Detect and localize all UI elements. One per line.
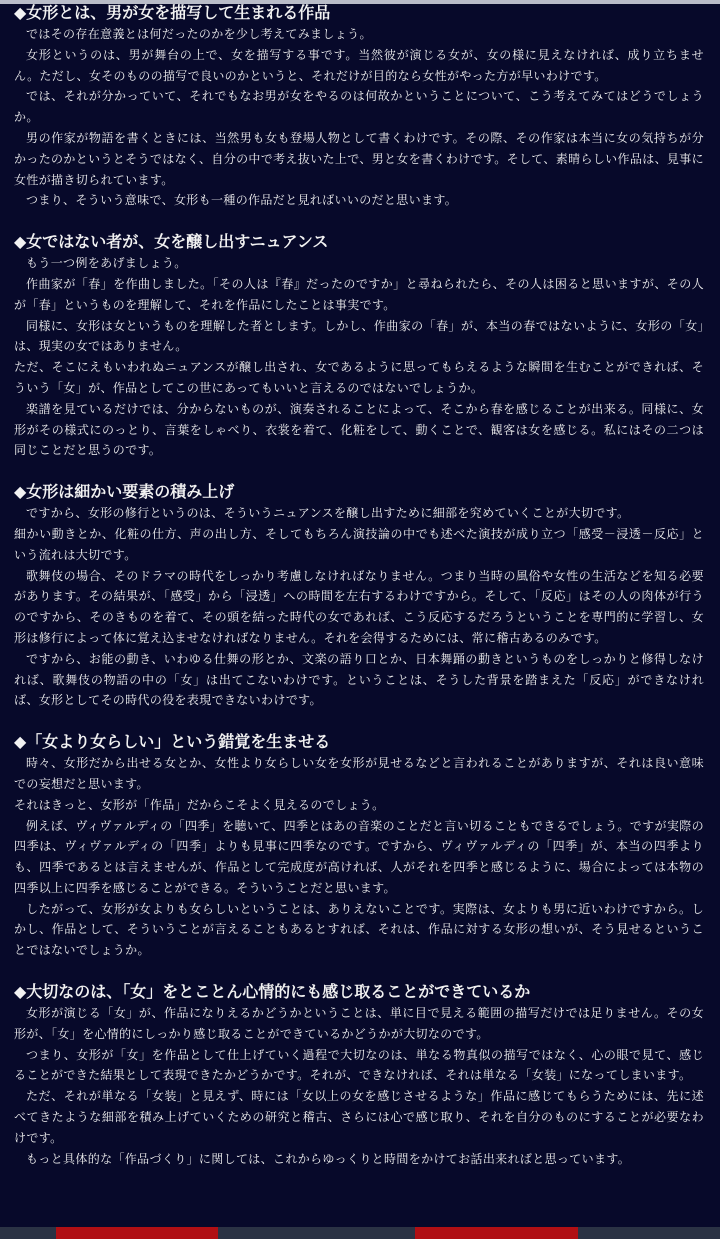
section-illusion (14, 731, 704, 961)
article-body (14, 2, 704, 1169)
paragraph: 女形が演じる「女」が、作品になりえるかどうかということは、単に目で見える範囲の描写だけでは足りません。その女形が、「女」を心情的にしっかり感じ取ることができているかどうかが大切なのです。 (14, 1006, 704, 1041)
paragraph: 同様に、女形は女というものを理解した者とします。しかし、作曲家の「春」が、本当の春ではないように、女形の「女」は、現実の女ではありません。 (14, 318, 704, 354)
section-spacer (14, 211, 704, 231)
paragraph: 時々、女形だから出せる女とか、女性より女らしい女を女形が見せるなどと言われることがありますが、それは良い意味での妄想だと思います。 (14, 756, 704, 791)
section-details (14, 481, 704, 711)
paragraph: 作曲家が「春」を作曲しました。「その人は『春』だったのですか」と尋ねられたら、その人は困ると思いますが、その人が「春」というものを理解して、それを作品にしたことは事実です。 (14, 276, 704, 312)
paragraph: もう一つ例をあげましょう。 (26, 256, 187, 271)
section-nuance (14, 231, 704, 461)
paragraph: それはきっと、女形が「作品」だからこそよく見えるのでしょう。 (14, 797, 385, 812)
paragraph: もっと具体的な「作品づくり」に関しては、これからゆっくりと時間をかけてお話出来ればと思っています。 (26, 1151, 631, 1166)
section-spacer (14, 711, 704, 731)
section-heading: ◆女形とは、男が女を描写して生まれる作品 (14, 3, 331, 22)
paragraph: 楽譜を見ているだけでは、分からないものが、演奏されることによって、そこから春を感じることが出来る。同様に、女形がその様式にのっとり、言葉をしゃべり、衣裳を着て、化粧をして、動くことで、観客は女を感じる。私にはその二つは同じことだと思うのです。 (14, 401, 704, 458)
nav-tab-segment[interactable] (415, 1227, 578, 1239)
paragraph: したがって、女形が女よりも女らしいということは、ありえないことです。実際は、女よりも男に近いわけですから。しかし、作品として、そういうことが言えることもあるとすれば、それは、作品に対する女形の想いが、そう見せるということではないでしょうか。 (14, 901, 704, 958)
paragraph: 男の作家が物語を書くときには、当然男も女も登場人物として書くわけです。その際、その作家は本当に女の気持ちが分かったのかというとそうではなく、自分の中で考え抜いた上で、男と女を書くわけです。そして、素晴らしい作品は、見事に女性が描き切られています。 (14, 130, 704, 187)
paragraph: 女形というのは、男が舞台の上で、女を描写する事です。当然彼が演じる女が、女の様に見えなければ、成り立ちません。ただし、女そのものの描写で良いのかというと、それだけが目的なら女性がやった方が早いわけです。 (14, 47, 704, 83)
nav-tab-segment[interactable] (56, 1227, 218, 1239)
paragraph: つまり、女形が「女」を作品として仕上げていく過程で大切なのは、単なる物真似の描写ではなく、心の眼で見て、感じることができた結果として表現できたかどうかです。それが、できなければ、それは単なる「女装」になってしまいます。 (14, 1047, 704, 1083)
paragraph: 例えば、ヴィヴァルディの「四季」を聴いて、四季とはあの音楽のことだと言い切ることもできるでしょう。ですが実際の四季は、ヴィヴァルディの「四季」よりも見事に四季なのです。ですから、ヴィヴァルディの「四季」が、本当の四季よりも、四季であるとは言えませんが、作品として完成度が高ければ、人がそれを四季と感じるように、場合によっては本物の四季以上に四季を感じることができる。そういうことだと思います。 (14, 818, 704, 895)
paragraph: つまり、そういう意味で、女形も一種の作品だと見ればいいのだと思います。 (26, 193, 458, 208)
paragraph: 細かい動きとか、化粧の仕方、声の出し方、そしてもちろん演技論の中でも述べた演技が成り立つ「感受－浸透－反応」という流れは大切です。 (14, 526, 704, 562)
section-heading: ◆「女より女らしい」という錯覚を生ませる (14, 732, 331, 752)
paragraph: ではその存在意義とは何だったのかを少し考えてみましょう。 (26, 27, 372, 41)
paragraph: ですから、女形の修行というのは、そういうニュアンスを醸し出すために細部を究めていくことが大切です。 (26, 506, 630, 521)
paragraph: ただ、そこにえもいわれぬニュアンスが醸し出され、女であるように思ってもらえるような瞬間を生むことができれば、そういう「女」が、作品としてこの世にあってもいいと言えるのではないでしょうか。 (14, 360, 704, 395)
section-heading: ◆大切なのは、「女」をとことん心情的にも感じ取ることができているか (14, 982, 531, 1002)
section-onnagata-definition (14, 2, 704, 211)
section-feeling (14, 981, 704, 1169)
section-spacer (14, 961, 704, 981)
paragraph: では、それが分かっていて、それでもなお男が女をやるのは何故かということについて、こう考えてみてはどうでしょうか。 (14, 89, 704, 125)
bottom-nav-bar (0, 1227, 720, 1239)
paragraph: 歌舞伎の場合、そのドラマの時代をしっかり考慮しなければなりません。つまり当時の風俗や女性の生活などを知る必要があります。その結果が、「感受」から「浸透」への時間を左右するわけですから。そして、「反応」はその人の肉体が行うのですから、そのきものを着て、その頭を結った時代の女であれば、こう反応するだろうということを専門的に学習し、女形は修行によって体に覚え込ませなければなりません。それを会得するためには、常に稽古あるのみです。 (14, 568, 704, 645)
section-spacer (14, 461, 704, 481)
paragraph: ただ、それが単なる「女装」と見えず、時には「女以上の女を感じさせるような」作品に感じてもらうためには、先に述べてきたような細部を積み上げていくための研究と稽古、さらには心で感じ取り、それを自分のものにすることが必要なわけです。 (14, 1089, 704, 1145)
section-heading: ◆女ではない者が、女を醸し出すニュアンス (14, 232, 329, 252)
paragraph: ですから、お能の動き、いわゆる仕舞の形とか、文楽の語り口とか、日本舞踊の動きというものをしっかりと修得しなければ、歌舞伎の物語の中の「女」は出てこないわけです。ということは、そうした背景を踏まえた「反応」ができなければ、女形としてその時代の役を表現できないわけです。 (14, 651, 704, 708)
section-heading: ◆女形は細かい要素の積み上げ (14, 482, 235, 502)
